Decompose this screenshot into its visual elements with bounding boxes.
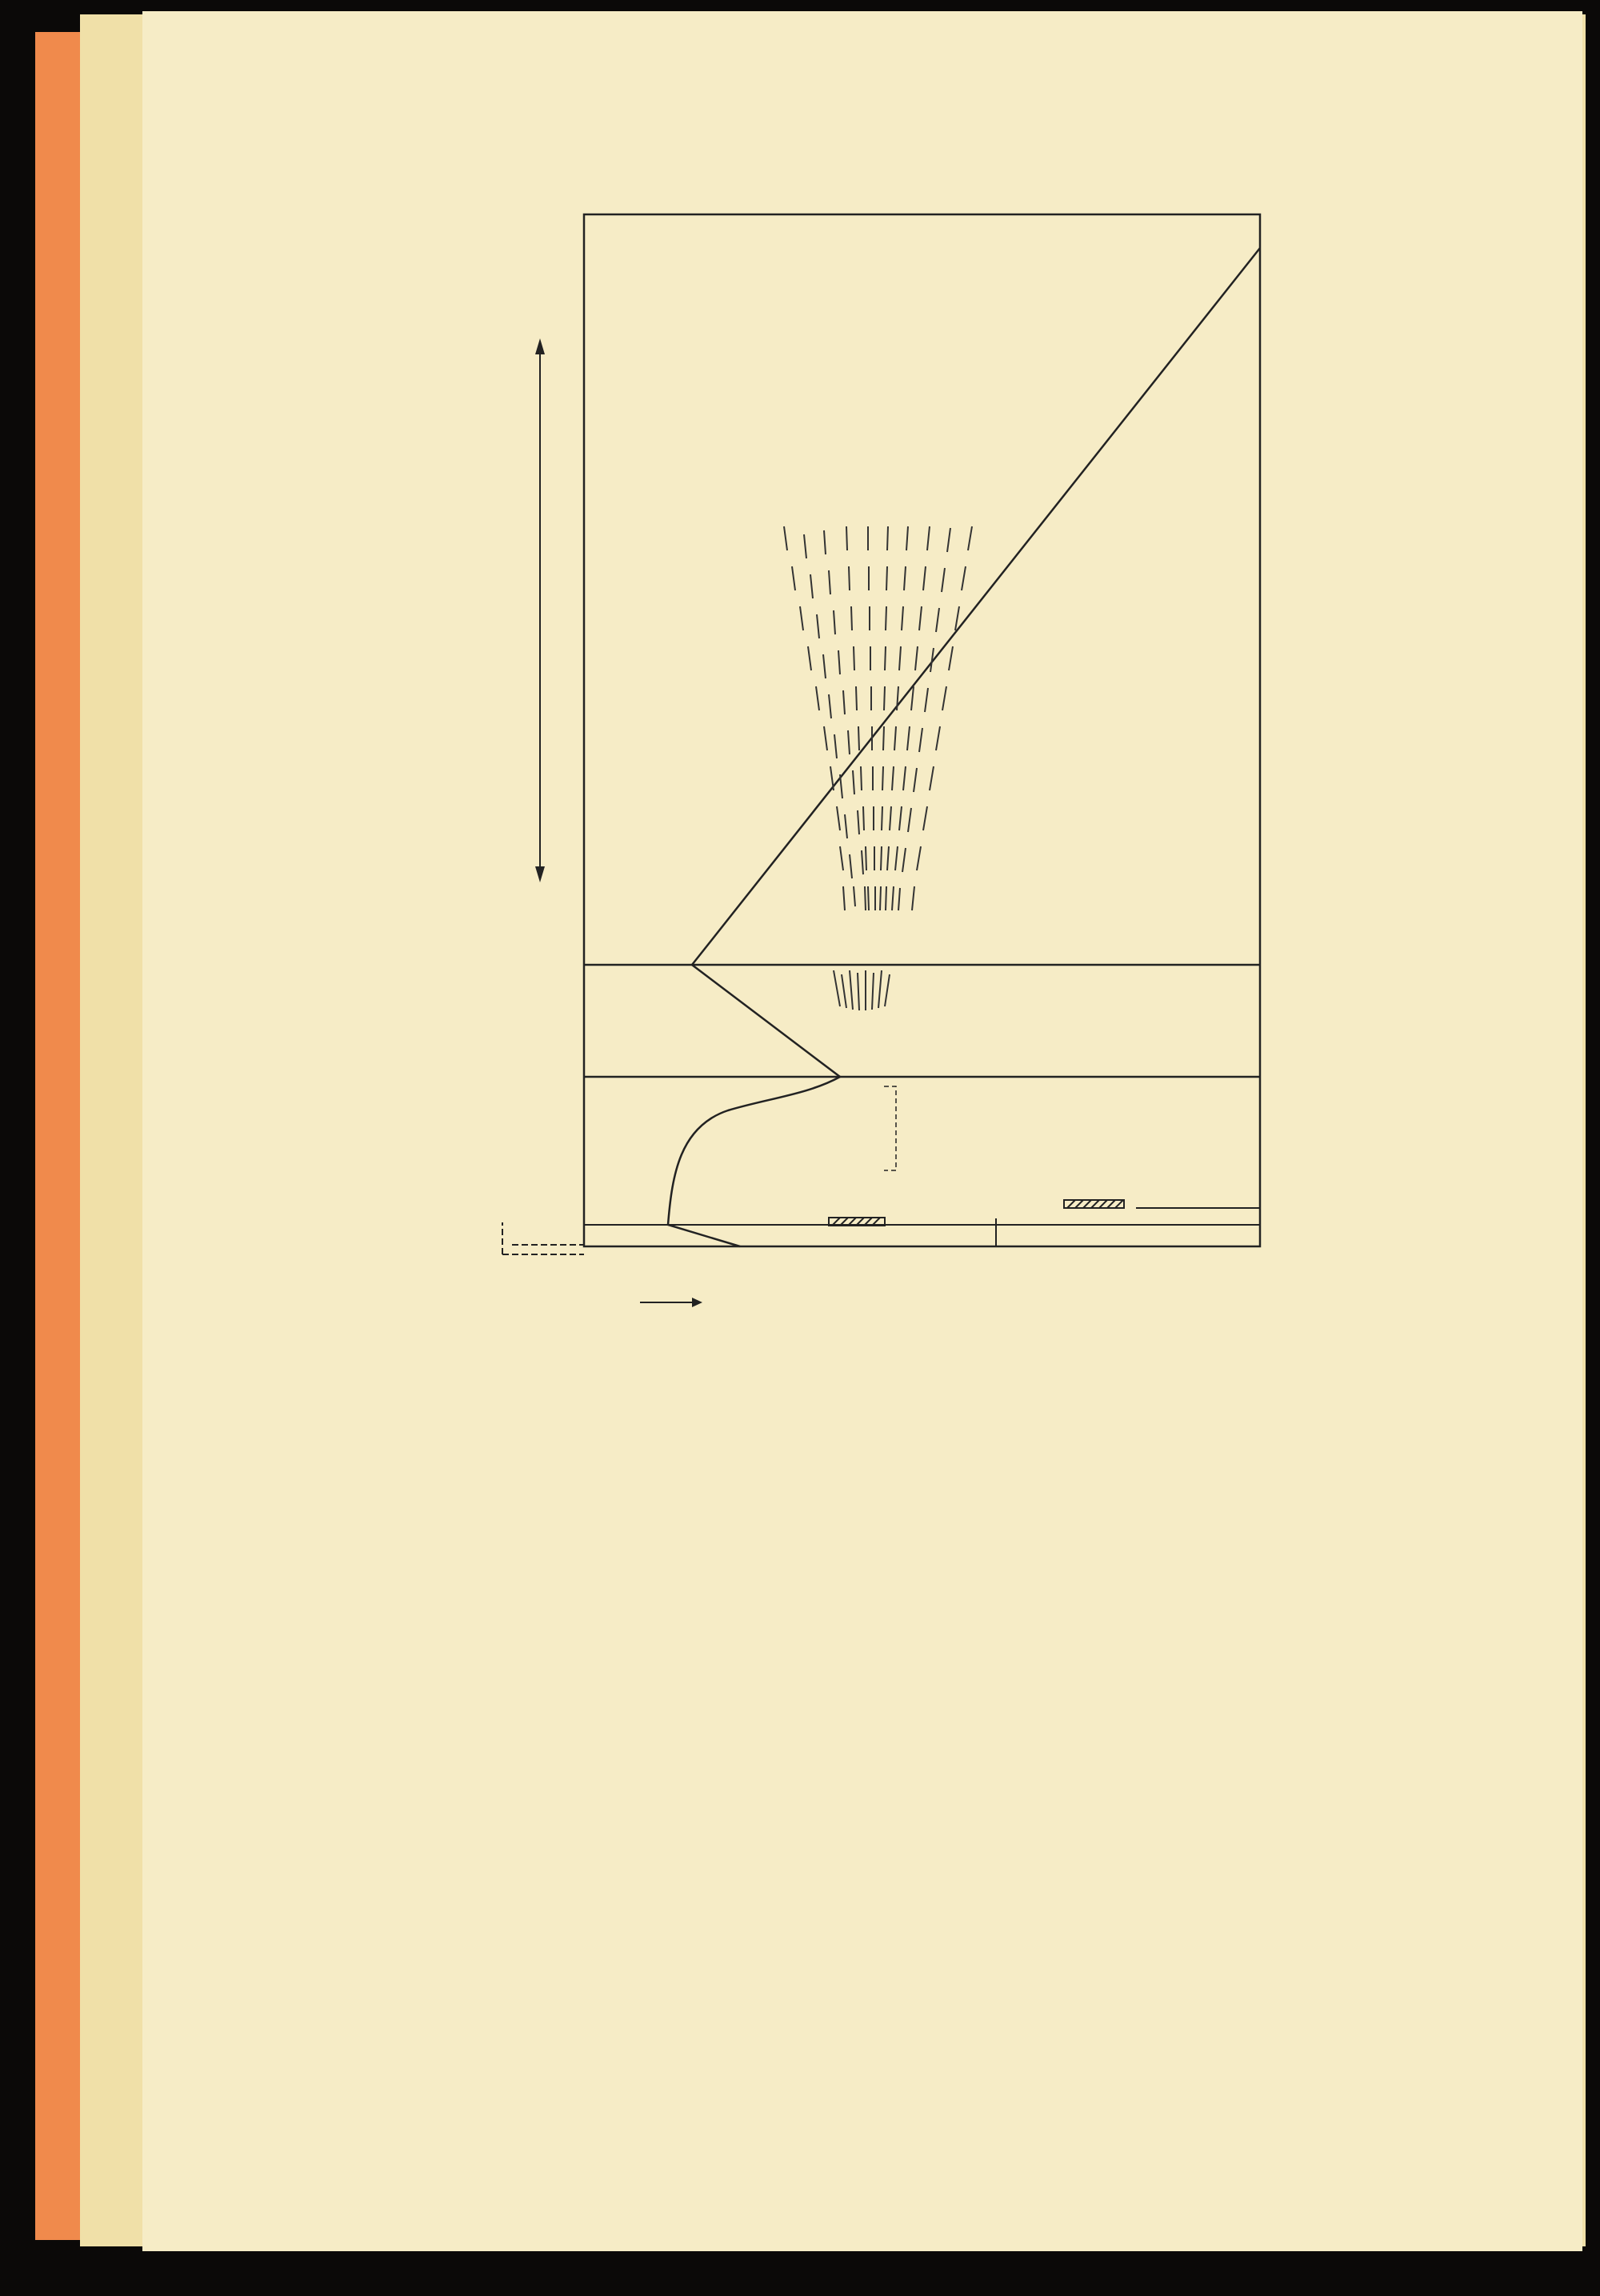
warm-layer-bracket bbox=[884, 1086, 896, 1170]
right-text-column bbox=[910, 1402, 1530, 1434]
atmosphere-diagram bbox=[488, 182, 1288, 1310]
left-text-column bbox=[270, 1394, 878, 1411]
polar-light-pattern bbox=[784, 526, 972, 910]
tropical-tropopause-hatch bbox=[1064, 1200, 1124, 1208]
atmosphere-figure bbox=[488, 182, 1288, 1310]
temperature-curve bbox=[668, 248, 1260, 1246]
noctilucent-cloud-pattern bbox=[834, 970, 890, 1010]
celsius-arrowhead bbox=[692, 1298, 702, 1307]
ground-layer-bracket bbox=[502, 1222, 584, 1254]
